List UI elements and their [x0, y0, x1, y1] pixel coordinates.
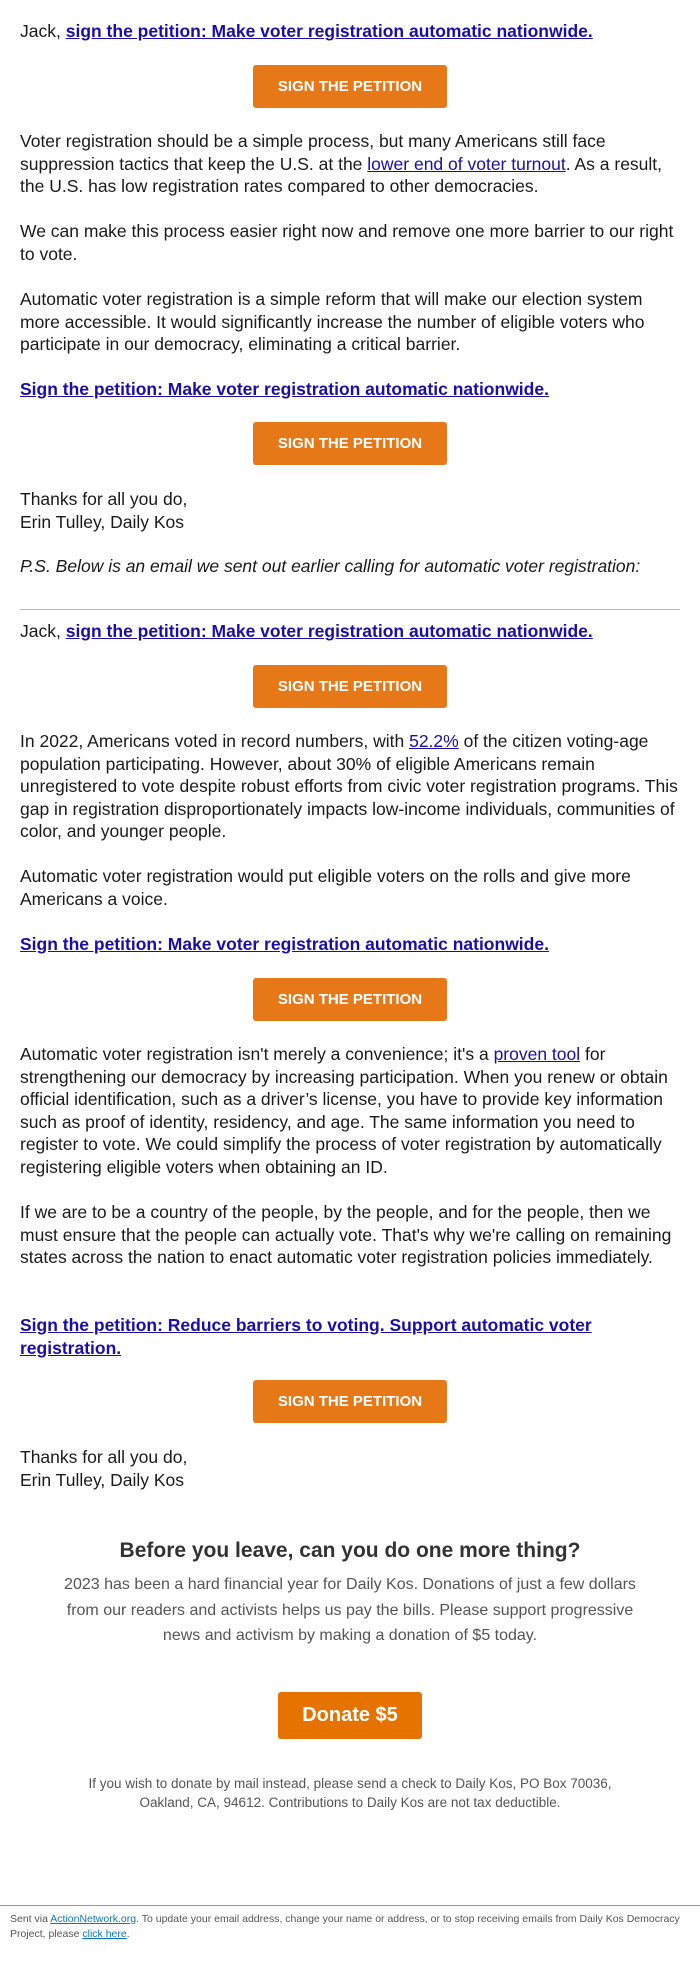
footer — [10, 1912, 680, 1942]
paragraph — [20, 1043, 680, 1178]
paragraph-text: Automatic voter registration isn't merely a convenience; it's a — [20, 1044, 494, 1064]
appeal-heading: Before you leave, can you do one more thing? — [119, 1539, 581, 1562]
thanks-text: Thanks for all you do, — [20, 1447, 188, 1467]
percent-link[interactable]: 52.2% — [409, 731, 459, 751]
proven-tool-link[interactable]: proven tool — [493, 1044, 581, 1064]
sign-petition-button[interactable]: SIGN THE PETITION — [253, 978, 447, 1021]
thanks-text: Thanks for all you do, — [20, 489, 188, 509]
unsubscribe-link[interactable]: click here — [82, 1928, 127, 1940]
greeting-line — [20, 620, 680, 643]
signature: Erin Tulley, Daily Kos — [20, 511, 185, 532]
petition-link[interactable]: Sign the petition: Make voter registration automatic nationwide. — [20, 934, 549, 954]
sign-petition-button[interactable]: SIGN THE PETITION — [253, 422, 447, 465]
sign-petition-button[interactable]: SIGN THE PETITION — [253, 1380, 447, 1423]
greeting-text: Jack, — [20, 21, 66, 41]
paragraph-text: In 2022, Americans voted in record numbers, with — [20, 731, 410, 751]
postscript: P.S. Below is an email we sent out earlier calling for automatic voter registration: — [20, 556, 641, 576]
petition-link-line — [20, 933, 680, 956]
paragraph-text: of the citizen voting-age population participating. However, about 30% of eligible Americans remain unregistered to vote despite robust efforts from civic voter registration programs. This gap in registration disproportionately impacts low-income individuals, communities of color, and younger people. — [20, 731, 678, 841]
paragraph — [20, 130, 680, 198]
sign-off — [20, 1446, 680, 1491]
footer-text: . — [126, 1928, 130, 1940]
petition-link[interactable]: sign the petition: Make voter registration automatic nationwide. — [65, 21, 593, 41]
footer-text: Sent via — [10, 1913, 51, 1925]
paragraph: We can make this process easier right now and remove one more barrier to our right to vote. — [20, 221, 674, 264]
petition-link-line — [20, 378, 680, 401]
paragraph: If we are to be a country of the people, by the people, and for the people, then we must ensure that the people can actually vote. That's why we're calling on remaining states across the nation to enact automatic voter registration policies immediately. — [20, 1202, 672, 1267]
footer-divider — [0, 1905, 700, 1906]
mail-donation-note: If you wish to donate by mail instead, please send a check to Daily Kos, PO Box 70036, Oakland, CA, 94612. Contributions to Daily Kos are not tax deductible. — [88, 1776, 612, 1810]
paragraph-text: for strengthening our democracy by increasing participation. When you renew or obtain official identification, such as a driver’s license, you have to provide key information such as proof of identity, residency, and age. The same information you need to register to vote. We could simplify the process of voter registration by automatically registering eligible voters when obtaining an ID. — [20, 1044, 668, 1177]
sign-petition-button[interactable]: SIGN THE PETITION — [253, 665, 447, 708]
paragraph — [20, 730, 680, 843]
greeting-text: Jack, — [20, 621, 66, 641]
petition-link-line — [20, 1314, 680, 1359]
sign-petition-button[interactable]: SIGN THE PETITION — [253, 65, 447, 108]
paragraph: Automatic voter registration is a simple reform that will make our election system more accessible. It would significantly increase the number of eligible voters who participate in our democracy, eliminating a critical barrier. — [20, 289, 645, 354]
turnout-link[interactable]: lower end of voter turnout — [367, 153, 566, 174]
petition-link[interactable]: Sign the petition: Make voter registration automatic nationwide. — [20, 379, 549, 399]
petition-link[interactable]: sign the petition: Make voter registration automatic nationwide. — [65, 621, 593, 641]
paragraph: Automatic voter registration would put eligible voters on the rolls and give more Americans a voice. — [20, 866, 631, 909]
signature: Erin Tulley, Daily Kos — [20, 1469, 185, 1490]
paragraph-text: . As a result, the U.S. has low registration rates compared to other democracies. — [20, 153, 663, 196]
petition-link[interactable]: Sign the petition: Reduce barriers to voting. Support automatic voter registration. — [20, 1315, 592, 1358]
footer-text: . To update your email address, change your name or address, or to stop receiving emails from Daily Kos Democracy Project, please — [10, 1913, 680, 1940]
appeal-body: 2023 has been a hard financial year for Daily Kos. Donations of just a few dollars from our readers and activists helps us pay the bills. Please support progressive news and activism by making a donation of $5 today. — [64, 1576, 636, 1644]
sign-off — [20, 488, 680, 533]
paragraph-text: Voter registration should be a simple process, but many Americans still face suppression tactics that keep the U.S. at the — [20, 131, 606, 174]
actionnetwork-link[interactable]: ActionNetwork.org — [50, 1913, 137, 1925]
greeting-line — [20, 20, 680, 43]
donate-button[interactable]: Donate $5 — [278, 1692, 422, 1739]
divider — [20, 609, 680, 610]
